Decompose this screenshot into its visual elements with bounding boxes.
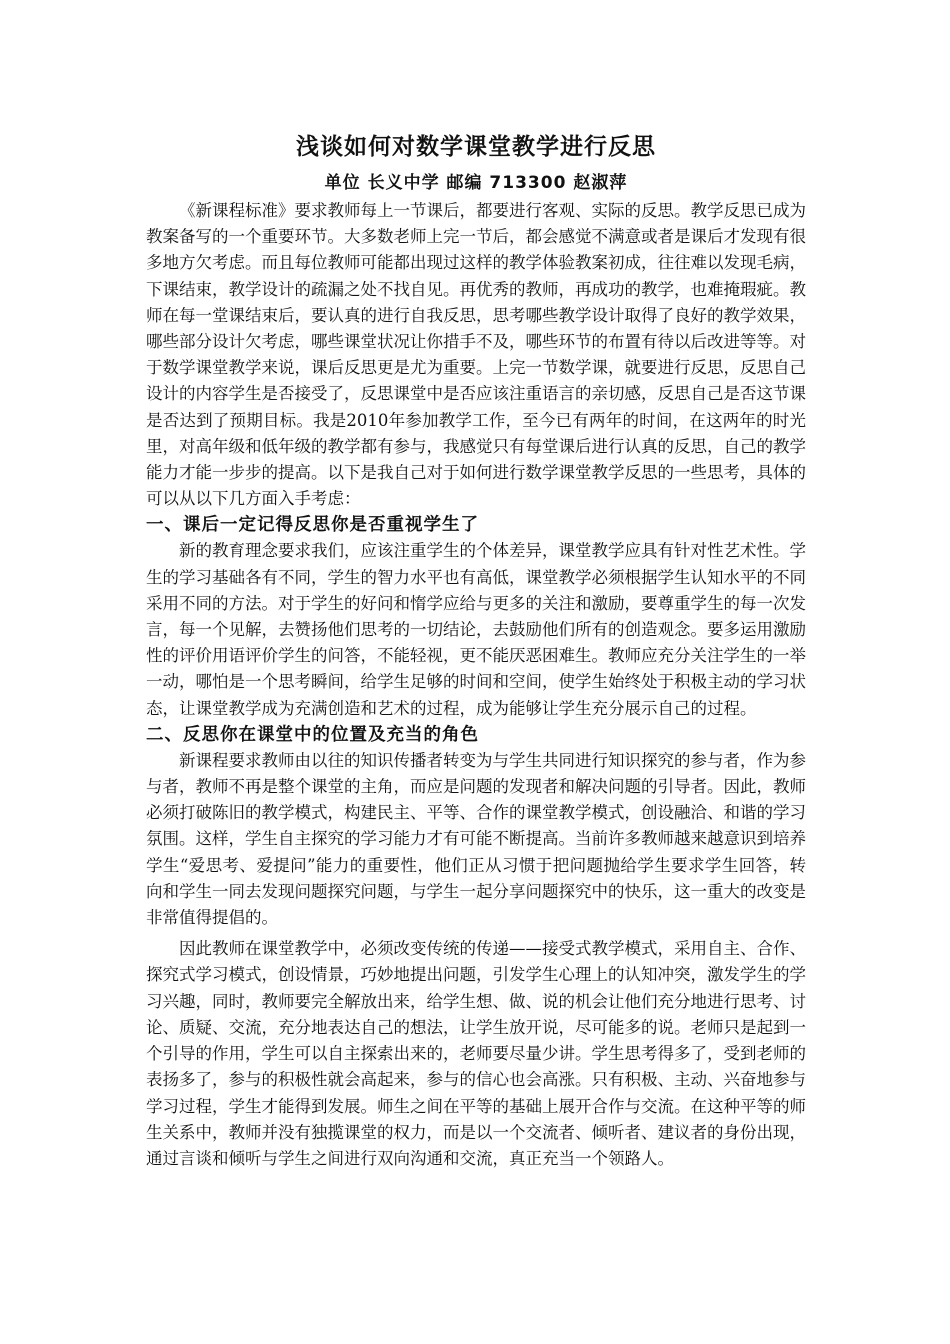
section-2-paragraph-1: 新课程要求教师由以往的知识传播者转变为与学生共同进行知识探究的参与者，作为参与者，教师不再是整个课堂的主角，而应是问题的发现者和解决问题的引导者。因此，教师必须打破陈旧的教学模式，构建民主、平等、合作的课堂教学模式，创设融洽、和谐的学习氛围。这样，学生自主探究的学习能力才有可能不断提高。当前许多教师越来越意识到培养学生“爱思考、爱提问”能力的重要性，他们正从习惯于把问题抛给学生要求学生回答，转向和学生一同去发现问题探究问题，与学生一起分享问题探究中的快乐，这一重大的改变是非常值得提倡的。 <box>146 750 806 928</box>
document-title: 浅谈如何对数学课堂教学进行反思 <box>296 134 656 160</box>
section-1-paragraph: 新的教育理念要求我们，应该注重学生的个体差异，课堂教学应具有针对性艺术性。学生的学习基础各有不同，学生的智力水平也有高低，课堂教学必须根据学生认知水平的不同采用不同的方法。对于学生的好问和惰学应给与更多的关注和激励，要尊重学生的每一次发言，每一个见解，去赞扬他们思考的一切结论，去鼓励他们所有的创造观念。要多运用激励性的评价用语评价学生的问答，不能轻视，更不能厌恶困难生。教师应充分关注学生的一举一动，哪怕是一个思考瞬间，给学生足够的时间和空间，使学生始终处于积极主动的学习状态，让课堂教学成为充满创造和艺术的过程，成为能够让学生充分展示自己的过程。 <box>146 541 806 718</box>
document-page <box>146 130 806 1172</box>
intro-paragraph: 《新课程标准》要求教师每上一节课后，都要进行客观、实际的反思。教学反思已成为教案备写的一个重要环节。大多数老师上完一节后，都会感觉不满意或者是课后才发现有很多地方欠考虑。而且每位教师可能都出现过这样的教学体验教案初成，往往难以发现毛病，下课结束，教学设计的疏漏之处不找自见。再优秀的教师，再成功的教学，也难掩瑕疵。教师在每一堂课结束后，要认真的进行自我反思，思考哪些教学设计取得了良好的教学效果，哪些部分设计欠考虑，哪些课堂状况让你措手不及，哪些环节的布置有待以后改进等等。对于数学课堂教学来说，课后反思更是尤为重要。上完一节数学课，就要进行反思，反思自己设计的内容学生是否接受了，反思课堂中是否应该注重语言的亲切感，反思自己是否这节课是否达到了预期目标。我是2010年参加教学工作，至今已有两年的时间，在这两年的时光里，对高年级和低年级的教学都有参与，我感觉只有每堂课后进行认真的反思，自己的教学能力才能一步步的提高。以下是我自己对于如何进行数学课堂教学反思的一些思考，具体的可以从以下几方面入手考虑： <box>146 201 806 509</box>
author-byline: 单位 长义中学 邮编 713300 赵淑萍 <box>324 173 628 193</box>
section-2-heading: 二、反思你在课堂中的位置及充当的角色 <box>146 724 479 745</box>
section-1-heading: 一、课后一定记得反思你是否重视学生了 <box>146 515 479 536</box>
section-2-paragraph-2: 因此教师在课堂教学中，必须改变传统的传递——接受式教学模式，采用自主、合作、探究式学习模式，创设情景，巧妙地提出问题，引发学生心理上的认知冲突，激发学生的学习兴趣，同时，教师要完全解放出来，给学生想、做、说的机会让他们充分地进行思考、讨论、质疑、交流，充分地表达自己的想法，让学生放开说，尽可能多的说。老师只是起到一个引导的作用，学生可以自主探索出来的，老师要尽量少讲。学生思考得多了，受到老师的表扬多了，参与的积极性就会高起来，参与的信心也会高涨。只有积极、主动、兴奋地参与学习过程，学生才能得到发展。师生之间在平等的基础上展开合作与交流。在这种平等的师生关系中，教师并没有独揽课堂的权力，而是以一个交流者、倾听者、建议者的身份出现，通过言谈和倾听与学生之间进行双向沟通和交流，真正充当一个领路人。 <box>146 939 806 1168</box>
